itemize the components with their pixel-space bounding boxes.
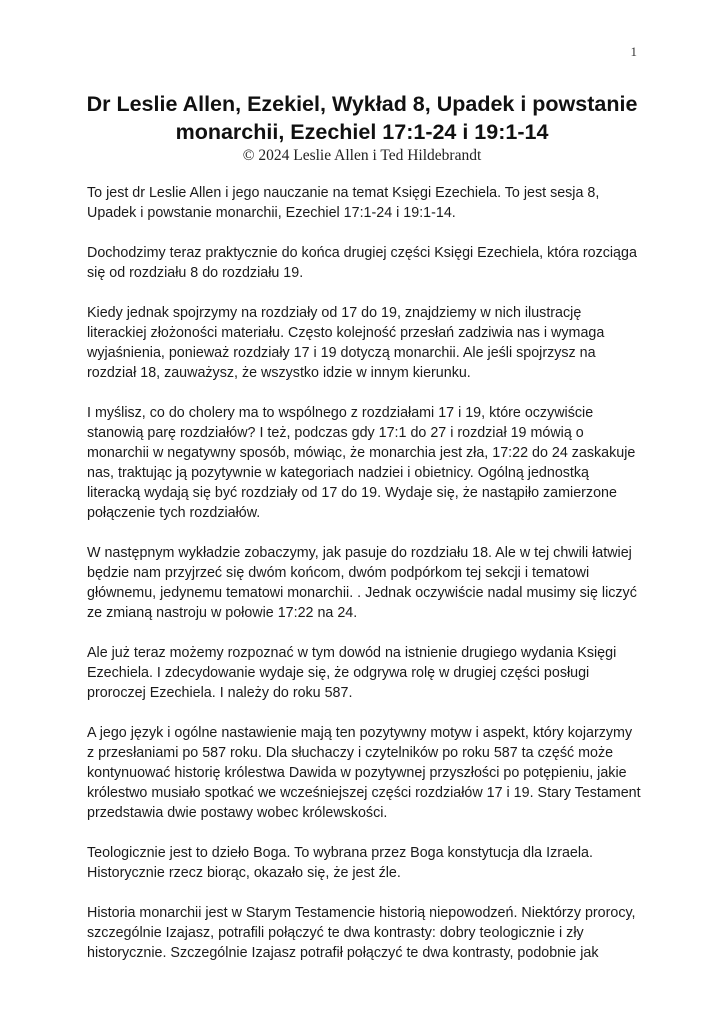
- copyright-line: © 2024 Leslie Allen i Ted Hildebrandt: [242, 147, 482, 164]
- document-body: [87, 183, 642, 983]
- paragraph: I myślisz, co do cholery ma to wspólnego z rozdziałami 17 i 19, które oczywiście stanowią parę rozdziałów? I też, podczas gdy 17:1 do 27 i rozdział 19 mówią o monarchii w negatywny sposób, mówiąc, że monarchia jest zła, 17:22 do 24 zaskakuje nas, traktując ją pozytywnie w kategoriach nadziei i obietnicy. Ogólną jednostką literacką wydają się być rozdziały od 17 do 19. Wydaje się, że nastąpiło zamierzone połączenie tych rozdziałów.: [87, 405, 636, 521]
- document-title: Dr Leslie Allen, Ezekiel, Wykład 8, Upadek i powstanie monarchii, Ezechiel 17:1-24 i 19:1-14: [86, 92, 638, 144]
- paragraph: To jest dr Leslie Allen i jego nauczanie na temat Księgi Ezechiela. To jest sesja 8, Upadek i powstanie monarchii, Ezechiel 17:1-24 i 19:1-14.: [87, 185, 600, 221]
- paragraph: Historia monarchii jest w Starym Testamencie historią niepowodzeń. Niektórzy prorocy, szczególnie Izajasz, potrafili połączyć te dwa kontrasty: dobry teologicznie i zły historycznie. Szczególnie Izajasz potrafił połączyć te dwa kontrasty, podobnie jak: [87, 905, 636, 961]
- document-header: [70, 90, 654, 166]
- paragraph: Kiedy jednak spojrzymy na rozdziały od 17 do 19, znajdziemy w nich ilustrację literackiej złożoności materiału. Często kolejność przesłań zadziwia nas i wymaga wyjaśnienia, ponieważ rozdziały 17 i 19 dotyczą monarchii. Ale jeśli spojrzysz na rozdział 18, zauważysz, że wszystko idzie w innym kierunku.: [87, 305, 605, 381]
- paragraph: Teologicznie jest to dzieło Boga. To wybrana przez Boga konstytucja dla Izraela. Historycznie rzecz biorąc, okazało się, że jest źle.: [87, 845, 593, 881]
- paragraph: Dochodzimy teraz praktycznie do końca drugiej części Księgi Ezechiela, która rozciąga się od rozdziału 8 do rozdziału 19.: [87, 245, 637, 281]
- paragraph: W następnym wykładzie zobaczymy, jak pasuje do rozdziału 18. Ale w tej chwili łatwiej będzie nam przyjrzeć się dwóm końcom, dwóm podpórkom tej sekcji i tematowi głównemu, jedynemu tematowi monarchii. . Jednak oczywiście nadal musimy się liczyć ze zmianą nastroju w połowie 17:22 na 24.: [87, 545, 637, 621]
- paragraph: Ale już teraz możemy rozpoznać w tym dowód na istnienie drugiego wydania Księgi Ezechiela. I zdecydowanie wydaje się, że odgrywa rolę w drugiej części posługi proroczej Ezechiela. I należy do roku 587.: [87, 645, 617, 701]
- paragraph: A jego język i ogólne nastawienie mają ten pozytywny motyw i aspekt, który kojarzymy z przesłaniami po 587 roku. Dla słuchaczy i czytelników po roku 587 ta część może kontynuować historię królestwa Dawida w pozytywnej przyszłości po potępieniu, jakie królestwo musiało spotkać we wcześniejszej części rozdziałów 17 i 19. Stary Testament przedstawia dwie postawy wobec królewskości.: [87, 725, 641, 821]
- page-number: 1: [630, 44, 637, 59]
